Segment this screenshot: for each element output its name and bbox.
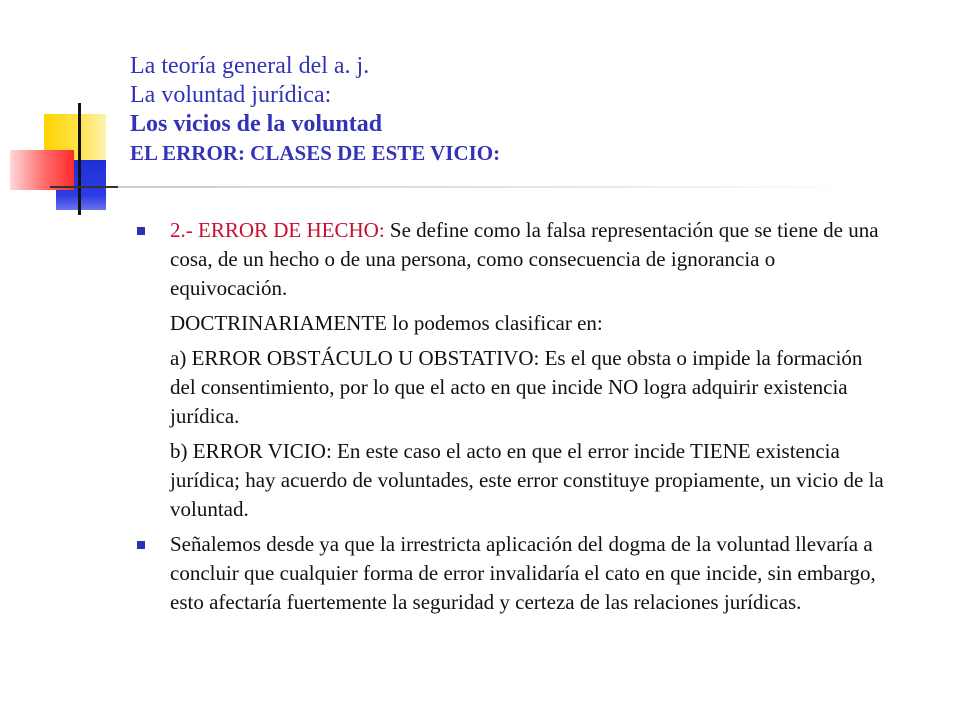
bullet-2-text: Señalemos desde ya que la irrestricta aplicación del dogma de la voluntad llevaría a concluir que cualquier forma de error invalidaría el cato en que incide, sin embargo, esto afectaría fuertemente la seguridad y certeza de las relaciones jurídicas. (170, 532, 876, 614)
bullet-marker (137, 227, 145, 235)
title-line-4: EL ERROR: CLASES DE ESTE VICIO: (130, 141, 501, 165)
horizontal-line (50, 186, 118, 188)
vertical-line (78, 103, 81, 215)
sub-paragraph-1: DOCTRINARIAMENTE lo podemos clasificar en: (170, 311, 603, 335)
sub-paragraph-2: a) ERROR OBSTÁCULO U OBSTATIVO: Es el que obsta o impide la formación del consentimiento, por lo que el acto en que incide NO logra adquirir existencia jurídica. (170, 346, 863, 428)
title-line-1: La teoría general del a. j. (130, 53, 370, 79)
bullet-item-2 (130, 530, 910, 617)
red-square (10, 150, 74, 190)
corner-decoration (0, 0, 120, 220)
bullet-marker (137, 541, 145, 549)
sub-paragraph-3: b) ERROR VICIO: En este caso el acto en que el error incide TIENE existencia jurídica; hay acuerdo de voluntades, este error constituye propiamente, un vicio de la voluntad. (170, 439, 884, 521)
bullet-1-lead: 2.- ERROR DE HECHO: (170, 218, 385, 242)
bullet-item-1 (130, 216, 910, 303)
title-line-3: Los vicios de la voluntad (130, 111, 383, 137)
title-divider (118, 186, 862, 188)
title-line-2: La voluntad jurídica: (130, 82, 332, 108)
bullet-1-text (170, 216, 890, 303)
slide-title (130, 52, 870, 168)
slide-body (130, 216, 910, 623)
bullet-1-body: Se define como la falsa representación que se tiene de una cosa, de un hecho o de una persona, como consecuencia de ignorancia o equivocación. (170, 218, 879, 300)
